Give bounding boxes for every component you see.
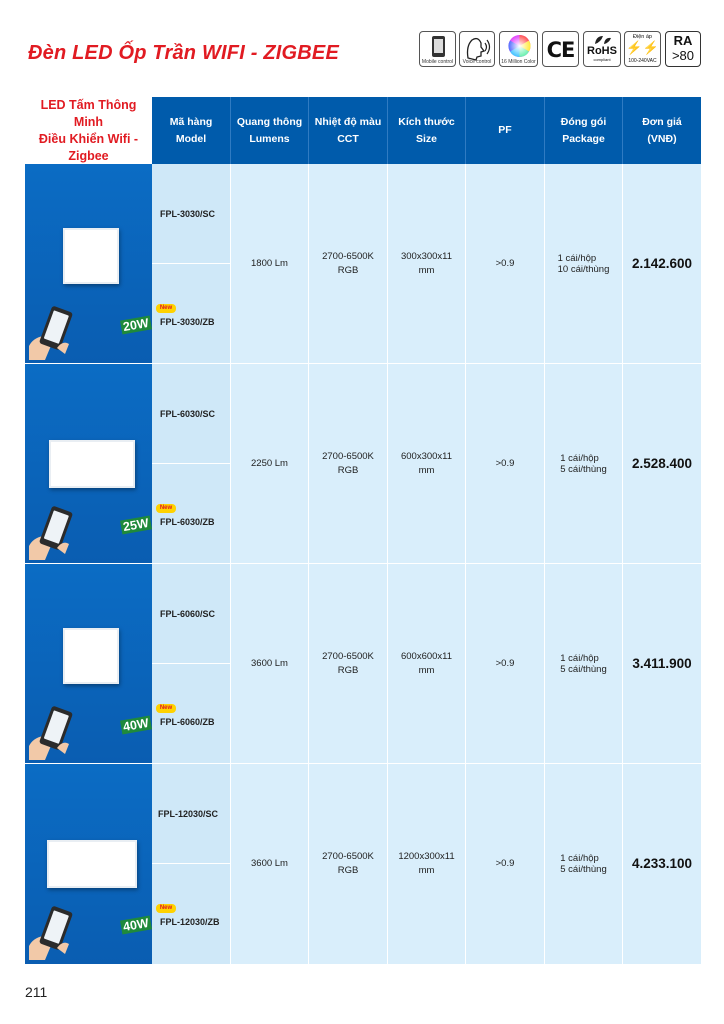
model-cell [152, 664, 231, 764]
package-cell: 1 cái/hộp 5 cái/thùng [545, 764, 623, 965]
new-badge: New [156, 704, 176, 713]
ce-mark-icon: CE [542, 31, 579, 67]
lumens-cell: 1800 Lm [231, 164, 309, 364]
pf-cell: >0.9 [466, 564, 545, 764]
model-cell [152, 864, 231, 965]
led-panel-image [47, 840, 137, 888]
voltage-icon: Điện áp ⚡⚡ 100-240VAC [624, 31, 661, 67]
model-code: FPL-3030/SC [160, 209, 216, 219]
model-code: FPL-6060/ZB [160, 717, 215, 727]
column-header-pf: PF [466, 97, 545, 164]
price-cell: 3.411.900 [623, 564, 701, 764]
lumens-cell: 3600 Lm [231, 764, 309, 965]
ra-index-icon: RA >80 [665, 31, 701, 67]
price-cell: 4.233.100 [623, 764, 701, 965]
led-panel-image [63, 228, 119, 284]
model-cell [152, 764, 231, 864]
model-code: FPL-12030/SC [158, 809, 219, 819]
column-header-cct: Nhiệt độ màu CCT [309, 97, 388, 164]
product-image-fpl-3030 [25, 164, 152, 364]
page-title: Đèn LED Ốp Trần WIFI - ZIGBEE [28, 42, 339, 64]
lumens-cell: 3600 Lm [231, 564, 309, 764]
model-code: FPL-6060/SC [160, 609, 216, 619]
new-badge: New [156, 304, 176, 313]
wattage-badge: 40W [121, 915, 150, 935]
voice-control-icon: Voice control [459, 31, 495, 67]
pf-cell: >0.9 [466, 164, 545, 364]
cct-cell: 2700-6500K RGB [309, 364, 388, 564]
column-header-lumens: Quang thông Lumens [231, 97, 309, 164]
package-cell: 1 cái/hộp 5 cái/thùng [545, 564, 623, 764]
model-code: FPL-6030/ZB [160, 517, 215, 527]
table-corner-title: LED Tấm Thông Minh Điều Khiển Wifi - Zigbee [38, 97, 139, 163]
column-header-size: Kích thước Size [388, 97, 466, 164]
pf-cell: >0.9 [466, 764, 545, 965]
price-cell: 2.142.600 [623, 164, 701, 364]
cct-cell: 2700-6500K RGB [309, 164, 388, 364]
color-wheel-icon: 16 Million Color [499, 31, 538, 67]
new-badge: New [156, 904, 176, 913]
model-code: FPL-12030/ZB [160, 917, 220, 927]
lumens-cell: 2250 Lm [231, 364, 309, 564]
hand-phone-icon [27, 300, 89, 360]
size-cell: 1200x300x11 mm [388, 764, 466, 965]
led-panel-image [63, 628, 119, 684]
product-image-fpl-6060 [25, 564, 152, 764]
column-header-model: Mã hàng Model [152, 97, 231, 164]
package-cell: 1 cái/hộp 10 cái/thùng [545, 164, 623, 364]
wattage-badge: 40W [121, 715, 150, 735]
model-cell [152, 564, 231, 664]
column-header-package: Đóng gói Package [545, 97, 623, 164]
column-header-price: Đơn giá (VNĐ) [623, 97, 701, 164]
cct-cell: 2700-6500K RGB [309, 564, 388, 764]
rohs-icon: RoHS compliant [583, 31, 621, 67]
wattage-badge: 20W [121, 315, 150, 335]
lightning-icon: ⚡⚡ [626, 40, 659, 55]
model-cell [152, 364, 231, 464]
hand-phone-icon [27, 700, 89, 760]
pf-cell: >0.9 [466, 364, 545, 564]
new-badge: New [156, 504, 176, 513]
hand-phone-icon [27, 900, 89, 960]
package-cell: 1 cái/hộp 5 cái/thùng [545, 364, 623, 564]
model-code: FPL-3030/ZB [160, 317, 215, 327]
model-code: FPL-6030/SC [160, 409, 216, 419]
model-cell [152, 464, 231, 564]
product-image-fpl-6030 [25, 364, 152, 564]
mobile-control-icon: Mobile control [419, 31, 456, 67]
product-image-fpl-12030 [25, 764, 152, 965]
model-cell [152, 164, 231, 264]
cct-cell: 2700-6500K RGB [309, 764, 388, 965]
size-cell: 600x300x11 mm [388, 364, 466, 564]
wattage-badge: 25W [121, 515, 150, 535]
page-number: 211 [25, 984, 48, 1000]
model-cell [152, 264, 231, 364]
hand-phone-icon [27, 500, 89, 560]
size-cell: 300x300x11 mm [388, 164, 466, 364]
led-panel-image [49, 440, 135, 488]
price-cell: 2.528.400 [623, 364, 701, 564]
size-cell: 600x600x11 mm [388, 564, 466, 764]
